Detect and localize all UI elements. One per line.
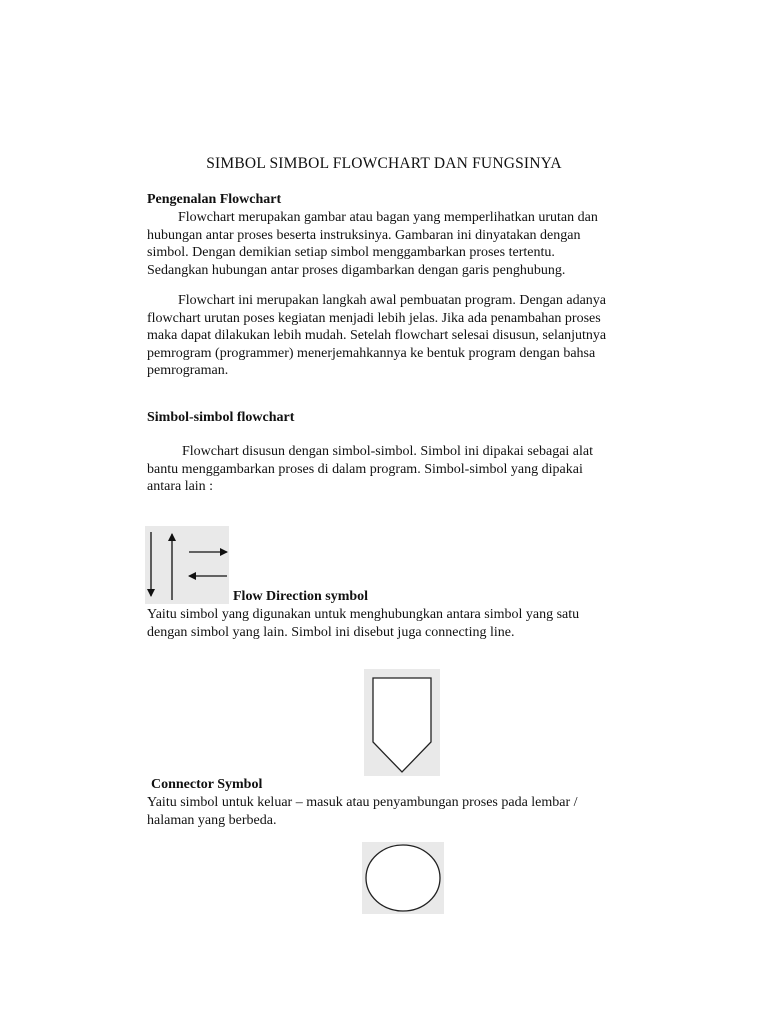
text-line: Flowchart disusun dengan simbol-simbol. Simbol ini dipakai sebagai alat: [182, 444, 594, 459]
text-line: halaman yang berbeda.: [147, 812, 277, 828]
circle-symbol-icon: [362, 842, 444, 914]
flow-direction-symbol-icon: [145, 526, 229, 604]
connector-heading: Connector Symbol: [151, 777, 263, 792]
symbols-heading: Simbol-simbol flowchart: [147, 410, 295, 425]
text-line: Sedangkan hubungan antar proses digambarkan dengan garis penghubung.: [147, 262, 566, 278]
connector-description: [147, 794, 667, 829]
text-line: Yaitu simbol yang digunakan untuk menghubungkan antara simbol yang satu: [147, 607, 580, 622]
flow-direction-heading: Flow Direction symbol: [233, 589, 369, 604]
text-line: Flowchart ini merupakan langkah awal pembuatan program. Dengan adanya: [178, 293, 607, 308]
text-line: simbol. Dengan demikian setiap simbol menggambarkan proses tertentu.: [147, 245, 555, 260]
text-line: antara lain :: [147, 479, 214, 494]
intro-paragraph-1: [147, 209, 667, 279]
text-line: bantu menggambarkan proses di dalam program. Simbol-simbol yang dipakai: [147, 461, 583, 477]
text-line: Yaitu simbol untuk keluar – masuk atau penyambungan proses pada lembar /: [147, 795, 578, 810]
symbols-paragraph: [147, 443, 667, 496]
text-line: pemrograman.: [147, 363, 229, 378]
intro-paragraph-2: [147, 292, 667, 380]
text-line: maka dapat dilakukan lebih mudah. Setelah flowchart selesai disusun, selanjutnya: [147, 328, 607, 343]
document-title: SIMBOL SIMBOL FLOWCHART DAN FUNGSINYA: [206, 155, 562, 172]
connector-symbol-icon: [364, 669, 440, 776]
text-line: pemrogram (programmer) menerjemahkannya ke bentuk program dengan bahsa: [147, 345, 596, 361]
intro-heading: Pengenalan Flowchart: [147, 192, 282, 207]
text-line: hubungan antar proses beserta instruksinya. Gambaran ini dinyatakan dengan: [147, 227, 581, 243]
flow-direction-description: [147, 606, 667, 641]
text-line: dengan simbol yang lain. Simbol ini disebut juga connecting line.: [147, 624, 515, 640]
text-line: Flowchart merupakan gambar atau bagan yang memperlihatkan urutan dan: [178, 210, 598, 225]
text-line: flowchart urutan poses kegiatan menjadi lebih jelas. Jika ada penambahan proses: [147, 310, 601, 326]
